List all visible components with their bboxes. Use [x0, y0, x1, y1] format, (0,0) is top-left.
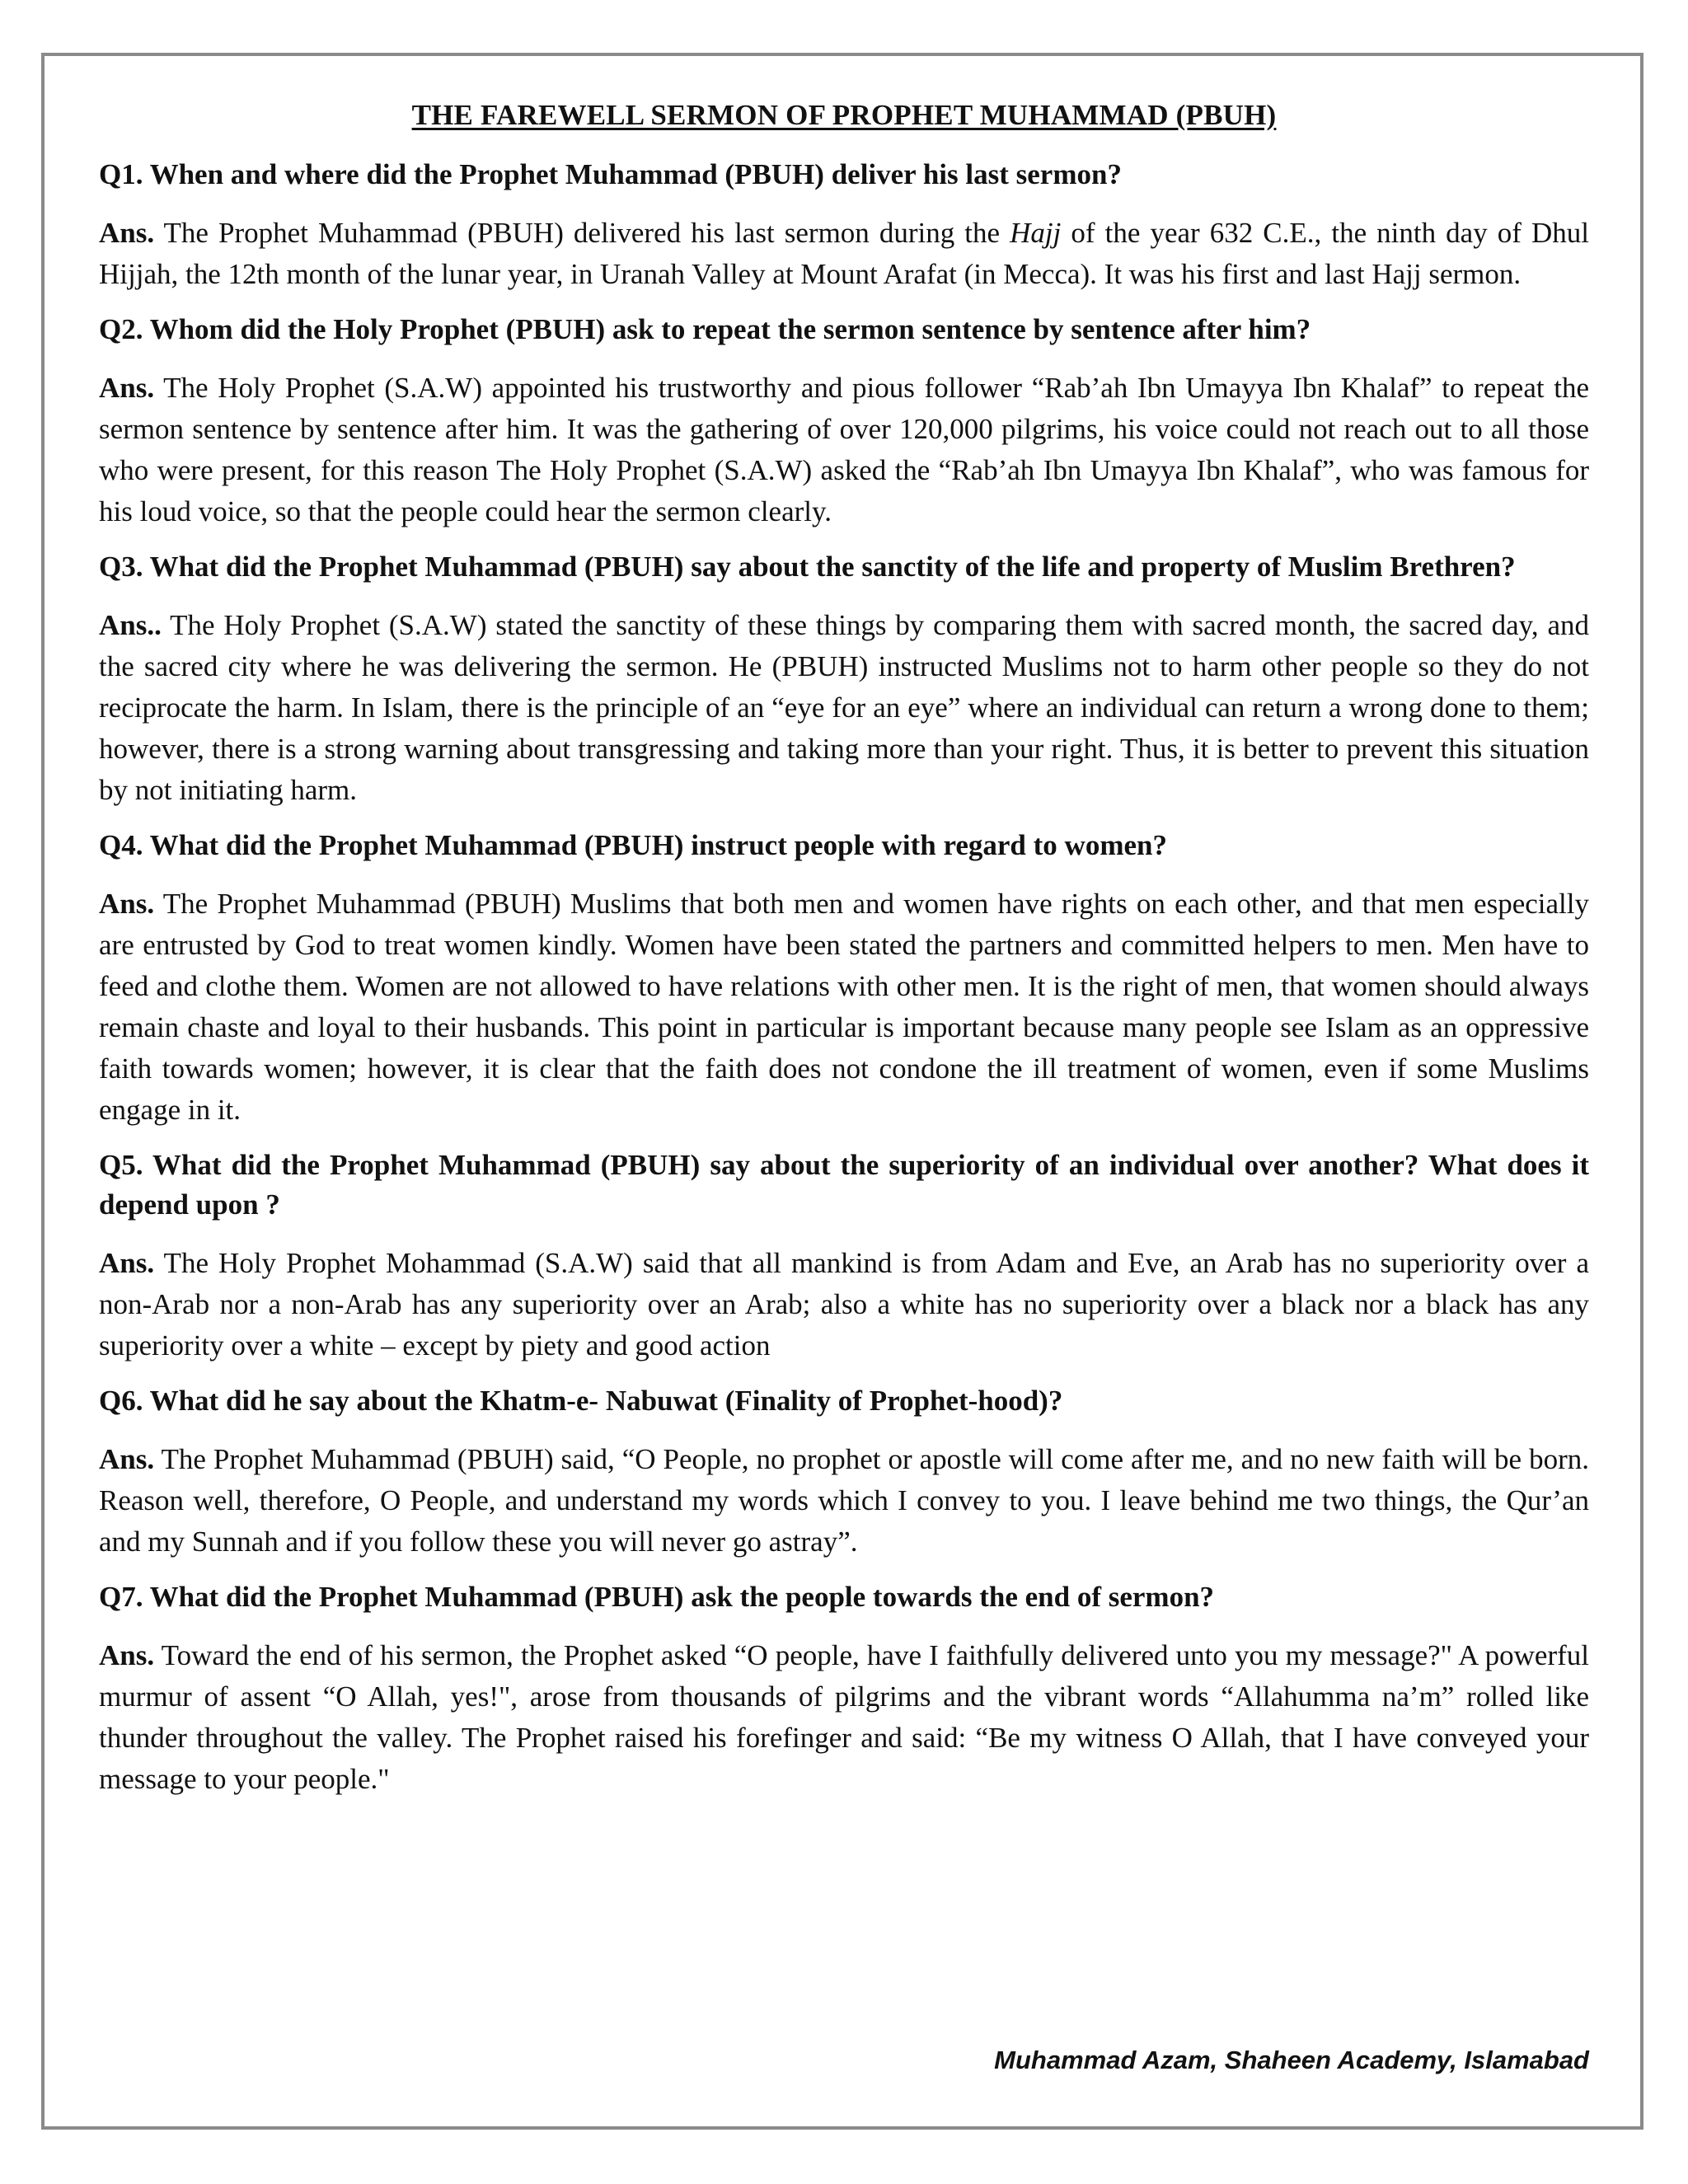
answer-label: Ans.	[99, 1247, 155, 1279]
answer-4-text: The Prophet Muhammad (PBUH) Muslims that both men and women have rights on each other, and that men especially are entrusted by God to treat women kindly. Women have been stated the partners and committed helpers to men. Men have to feed and clothe them. Women are not allowed to have relations with other men. It is the right of men, that women should always remain chaste and loyal to their husbands. This point in particular is important because many people see Islam as an oppressive faith towards women; however, it is clear that the faith does not condone the ill treatment of women, even if some Muslims engage in it.	[99, 888, 1589, 1126]
answer-3	[99, 605, 1589, 811]
qa-item-1	[99, 155, 1589, 295]
author-signature: Muhammad Azam, Shaheen Academy, Islamabad	[994, 2046, 1589, 2074]
answer-7-text: Toward the end of his sermon, the Prophet asked “O people, have I faithfully delivered unto you my message?" A powerful murmur of assent “O Allah, yes!", arose from thousands of pilgrims and the vibrant words “Allahumma na’m” rolled like thunder throughout the valley. The Prophet raised his forefinger and said: “Be my witness O Allah, that I have conveyed your message to your people."	[99, 1639, 1589, 1795]
answer-2-text: The Holy Prophet (S.A.W) appointed his trustworthy and pious follower “Rab’ah Ibn Umayya Ibn Khalaf” to repeat the sermon sentence by sentence after him. It was the gathering of over 120,000 pilgrims, his voice could not reach out to all those who were present, for this reason The Holy Prophet (S.A.W) asked the “Rab’ah Ibn Umayya Ibn Khalaf”, who was famous for his loud voice, so that the people could hear the sermon clearly.	[99, 372, 1589, 527]
question-4: Q4. What did the Prophet Muhammad (PBUH) instruct people with regard to women?	[99, 829, 1167, 861]
answer-1	[99, 213, 1589, 295]
answer-4	[99, 883, 1589, 1131]
qa-item-3	[99, 547, 1589, 811]
question-5: Q5. What did the Prophet Muhammad (PBUH) say about the superiority of an individual over another? What does it depend upon ?	[99, 1149, 1589, 1221]
answer-2	[99, 368, 1589, 532]
answer-label: Ans.	[99, 888, 155, 920]
qa-item-5	[99, 1146, 1589, 1366]
question-1: Q1. When and where did the Prophet Muhammad (PBUH) deliver his last sermon?	[99, 158, 1122, 190]
answer-6	[99, 1439, 1589, 1563]
answer-label: Ans.	[99, 1639, 155, 1671]
question-7: Q7. What did the Prophet Muhammad (PBUH) ask the people towards the end of sermon?	[99, 1581, 1215, 1613]
answer-5	[99, 1243, 1589, 1366]
answer-label: Ans.	[99, 1443, 155, 1475]
answer-1-italic: Hajj	[1010, 217, 1062, 249]
answer-6-text: The Prophet Muhammad (PBUH) said, “O People, no prophet or apostle will come after me, and no new faith will be born. Reason well, therefore, O People, and understand my words which I convey to you. I leave behind me two things, the Qur’an and my Sunnah and if you follow these you will never go astray”.	[99, 1443, 1589, 1558]
qa-item-6	[99, 1381, 1589, 1563]
page-title: THE FAREWELL SERMON OF PROPHET MUHAMMAD (PBUH)	[411, 99, 1277, 131]
qa-item-2	[99, 310, 1589, 532]
answer-7	[99, 1635, 1589, 1800]
document-body	[99, 92, 1589, 1815]
question-3: Q3. What did the Prophet Muhammad (PBUH) say about the sanctity of the life and property of Muslim Brethren?	[99, 551, 1516, 583]
answer-label: Ans..	[99, 609, 162, 641]
question-2: Q2. Whom did the Holy Prophet (PBUH) ask to repeat the sermon sentence by sentence after him?	[99, 313, 1311, 345]
answer-3-text: The Holy Prophet (S.A.W) stated the sanctity of these things by comparing them with sacred month, the sacred day, and the sacred city where he was delivering the sermon. He (PBUH) instructed Muslims not to harm other people so they do not reciprocate the harm. In Islam, there is the principle of an “eye for an eye” where an individual can return a wrong done to them; however, there is a strong warning about transgressing and taking more than your right. Thus, it is better to prevent this situation by not initiating harm.	[99, 609, 1589, 806]
qa-item-7	[99, 1577, 1589, 1800]
answer-label: Ans.	[99, 217, 155, 249]
answer-1-text-a: The Prophet Muhammad (PBUH) delivered his last sermon during the	[154, 217, 1010, 249]
answer-1-text-b: of the year 632 C.E., the ninth day of Dhul Hijjah, the 12th month of the lunar year, in Uranah Valley at Mount Arafat (in Mecca). It was his first and last Hajj sermon.	[99, 217, 1589, 290]
qa-item-4	[99, 826, 1589, 1131]
question-6: Q6. What did he say about the Khatm-e- Nabuwat (Finality of Prophet-hood)?	[99, 1385, 1063, 1417]
answer-label: Ans.	[99, 372, 155, 404]
answer-5-text: The Holy Prophet Mohammad (S.A.W) said that all mankind is from Adam and Eve, an Arab has no superiority over a non-Arab nor a non-Arab has any superiority over an Arab; also a white has no superiority over a black nor a black has any superiority over a white – except by piety and good action	[99, 1247, 1589, 1361]
